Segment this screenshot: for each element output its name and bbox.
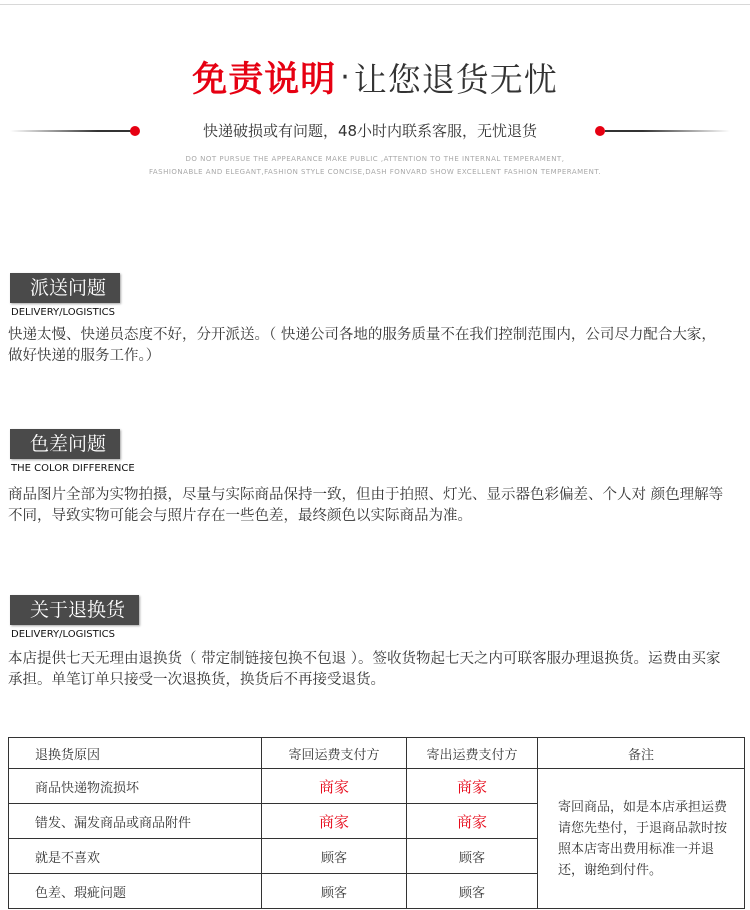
decor-line-right [605,130,730,132]
slogan-text: 快递破损或有问题，48小时内联系客服，无忧退货 [202,122,538,140]
row-return-payer: 顾客 [262,874,407,909]
page-title [0,52,750,102]
row-reason: 错发、漏发商品或商品附件 [9,804,262,839]
header-reason: 退换货原因 [9,738,262,769]
header-return-payer: 寄回运费支付方 [262,738,407,769]
section-title-returns: 关于退换货 [10,595,139,625]
title-red-part: 免责说明 [192,60,337,100]
section-subtitle-color: THE COLOR DIFFERENCE [11,463,135,474]
row-reason: 色差、瑕疵问题 [9,874,262,909]
section-body-delivery: 快递太慢、快递员态度不好，分开派送。（ 快递公司各地的服务质量不在我们控制范围内，公司尽力配合大家，做好快递的服务工作。） [8,327,716,364]
return-policy-table [8,737,745,909]
header-send-payer: 寄出运费支付方 [407,738,538,769]
top-divider [0,4,750,5]
row-send-payer: 顾客 [407,874,538,909]
section-subtitle-delivery: DELIVERY/LOGISTICS [11,307,116,318]
decor-dot-left [130,126,140,136]
header-note: 备注 [538,738,745,769]
english-tagline-2: FASHIONABLE AND ELEGANT,FASHION STYLE CONCISE,DASH FONVARD SHOW EXCELLENT FASHION TEMPERAMENT. [148,168,602,176]
table-row [9,769,745,804]
decor-dot-right [595,126,605,136]
note-cell: 寄回商品，如是本店承担运费请您先垫付，于退商品款时按照本店寄出费用标准一并退还，谢绝到付件。 [538,769,745,909]
title-gray-part: 让您退货无忧 [353,59,558,99]
section-body-returns: 本店提供七天无理由退换货（ 带定制链接包换不包退 ）。签收货物起七天之内可联客服办理退换货。运费由买家承担。单笔订单只接受一次退换货，换货后不再接受退货。 [8,651,721,688]
row-reason: 就是不喜欢 [9,839,262,874]
english-tagline-1: DO NOT PURSUE THE APPEARANCE MAKE PUBLIC ,ATTENTION TO THE INTERNAL TEMPERAMENT, [185,155,565,163]
row-send-payer: 商家 [407,804,538,839]
title-separator-dot: · [340,59,350,95]
section-title-color: 色差问题 [10,429,120,459]
row-return-payer: 顾客 [262,839,407,874]
section-subtitle-returns: DELIVERY/LOGISTICS [11,629,116,640]
row-send-payer: 商家 [407,769,538,804]
row-return-payer: 商家 [262,769,407,804]
section-title-delivery: 派送问题 [10,273,120,303]
table-header-row [9,738,745,769]
row-reason: 商品快递物流损坏 [9,769,262,804]
row-return-payer: 商家 [262,804,407,839]
section-body-color: 商品图片全部为实物拍摄，尽量与实际商品保持一致，但由于拍照、灯光、显示器色彩偏差、个人对 颜色理解等不同，导致实物可能会与照片存在一些色差，最终颜色以实际商品为准。 [8,487,724,524]
decor-line-left [10,130,135,132]
row-send-payer: 顾客 [407,839,538,874]
